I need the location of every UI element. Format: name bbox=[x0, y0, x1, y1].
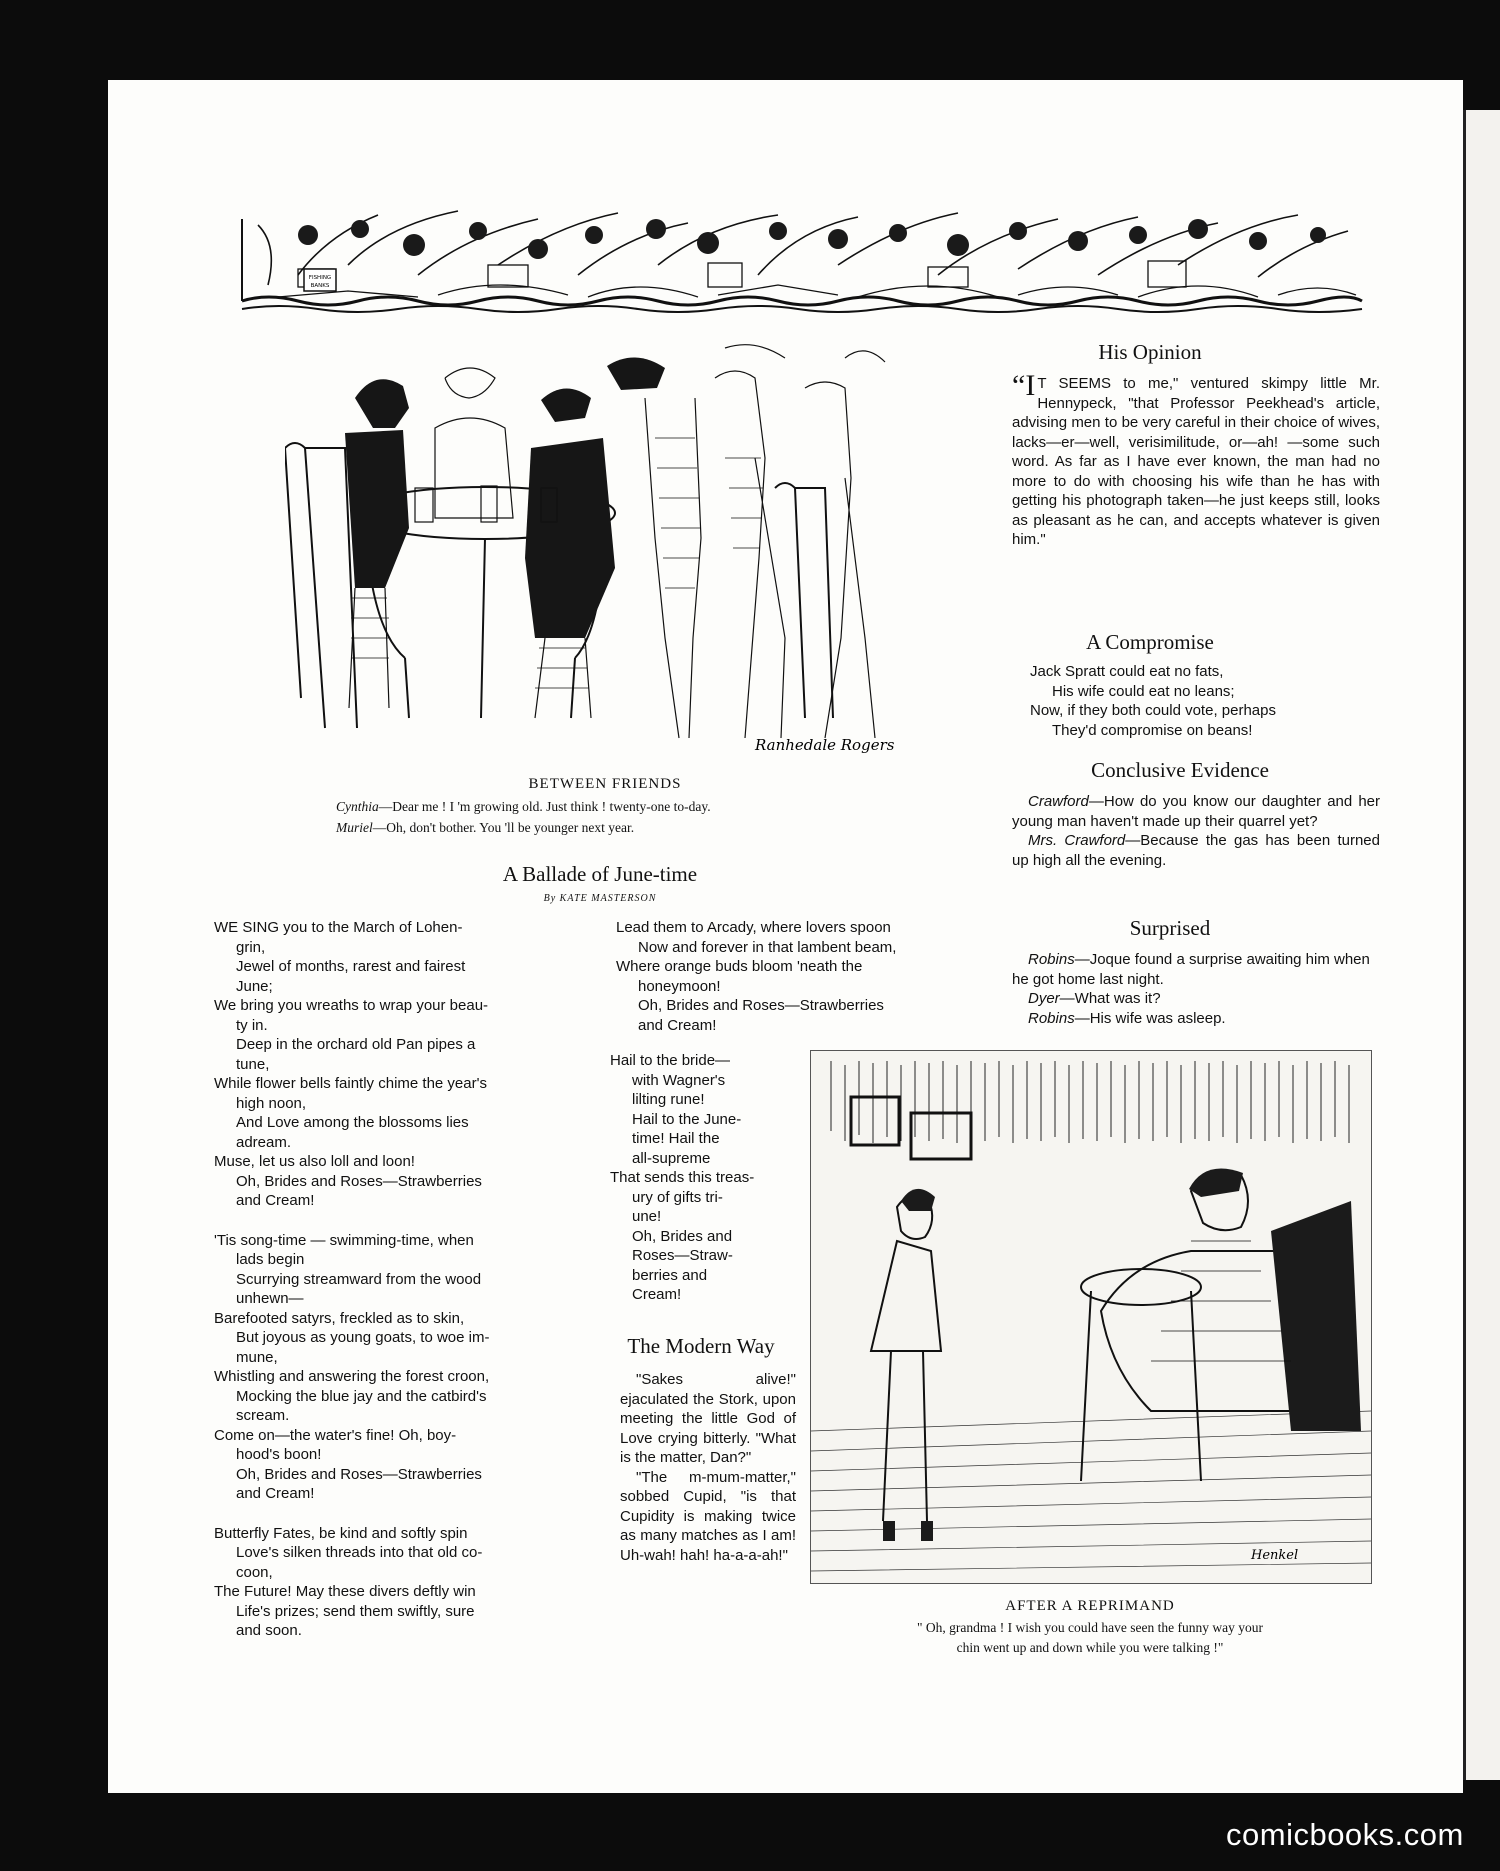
verse-line: Where orange buds bloom 'neath the bbox=[616, 958, 863, 975]
fishing-banner-illustration bbox=[238, 205, 1366, 317]
after-a-reprimand-illustration bbox=[810, 1050, 1372, 1584]
between-friends-line-1 bbox=[336, 799, 876, 815]
verse-line: Whistling and answering the forest croon, bbox=[214, 1368, 490, 1385]
verse-line: Oh, Brides and Roses—Strawberries bbox=[638, 997, 884, 1014]
ballade-column-2-narrow bbox=[610, 1051, 796, 1305]
verse-line: Butterfly Fates, be kind and softly spin bbox=[214, 1524, 468, 1542]
conclusive-evidence-body bbox=[1012, 792, 1380, 870]
verse-line: ury of gifts tri- bbox=[632, 1188, 723, 1206]
verse-line: 'Tis song-time — swimming-time, when bbox=[214, 1231, 474, 1249]
modern-way-paragraph-1: "Sakes alive!" ejaculated the Stork, upon meeting the little God of Love crying bitterly. "What is the matter, Dan?" bbox=[620, 1371, 796, 1466]
speaker-name: Dyer bbox=[1028, 990, 1060, 1007]
verse-line: adream. bbox=[236, 1133, 292, 1151]
speaker-name: Crawford bbox=[1028, 793, 1089, 810]
reprimand-line-1: " Oh, grandma ! I wish you could have seen the funny way your bbox=[917, 1620, 1263, 1635]
verse-line: Jack Spratt could eat no fats, bbox=[1030, 663, 1224, 680]
verse-line: scream. bbox=[236, 1407, 290, 1424]
stanza-gap bbox=[214, 1211, 588, 1231]
his-opinion-body bbox=[1012, 369, 1380, 550]
verse-line: While flower bells faintly chime the year's bbox=[214, 1075, 487, 1092]
verse-line: high noon, bbox=[236, 1094, 307, 1112]
verse-line: and soon. bbox=[236, 1622, 302, 1639]
dialogue-text: —Joque found a surprise awaiting him when he got home last night. bbox=[1012, 951, 1370, 988]
verse-line: grin, bbox=[236, 938, 266, 956]
stanza-gap bbox=[214, 1504, 588, 1524]
drop-cap: “I bbox=[1012, 369, 1036, 402]
dialogue-text: —What was it? bbox=[1059, 990, 1161, 1007]
speaker-name: Cynthia bbox=[336, 799, 379, 814]
dialogue-text: —Dear me ! I 'm growing old. Just think ! twenty-one to-day. bbox=[378, 799, 711, 814]
verse-line: That sends this treas- bbox=[610, 1169, 755, 1186]
dialogue-text: —Oh, don't bother. You 'll be younger next year. bbox=[372, 820, 635, 835]
modern-way-paragraph-2: "The m-mum-matter," sobbed Cupid, "is that Cupidity is making twice as many matches as I am! Uh-wah! hah! ha-a-a-ah!" bbox=[620, 1468, 796, 1564]
verse-line: une! bbox=[632, 1208, 662, 1225]
his-opinion-text: T SEEMS to me," ventured skimpy little Mr. Hennypeck, "that Professor Peekhead's article, advising men to be very careful in their choice of wives, lacks—er—well, verisimilitude, or—ah! —some such word. As far as I have ever known, the man had no more to do with choosing his wife than he has with getting his photograph taken—he just keeps still, looks as pleasant as he can, and accepts whatever is given him." bbox=[1012, 375, 1380, 548]
verse-line: Hail to the bride— bbox=[610, 1052, 731, 1069]
ballade-column-2 bbox=[616, 918, 986, 1035]
dialogue-text: —Because the gas has been turned up high all the evening. bbox=[1012, 832, 1380, 869]
ballade-title: A Ballade of June-time bbox=[502, 862, 698, 886]
verse-line: Cream! bbox=[632, 1286, 682, 1303]
reprimand-line-2: chin went up and down while you were talking !" bbox=[956, 1640, 1224, 1655]
between-friends-title: BETWEEN FRIENDS bbox=[528, 776, 682, 792]
illustrator-signature: Ranhedale Rogers bbox=[755, 736, 895, 754]
dialogue-text: —How do you know our daughter and her young man haven't made up their quarrel yet? bbox=[1012, 793, 1380, 830]
reprimand-title: AFTER A REPRIMAND bbox=[1005, 1598, 1175, 1614]
verse-line: and Cream! bbox=[236, 1192, 315, 1209]
verse-line: Jewel of months, rarest and fairest bbox=[236, 958, 466, 975]
verse-line: mune, bbox=[236, 1348, 278, 1366]
his-opinion-title: His Opinion bbox=[1098, 340, 1202, 364]
verse-line: ty in. bbox=[236, 1016, 268, 1034]
verse-line: and Cream! bbox=[638, 1016, 717, 1034]
verse-line: and Cream! bbox=[236, 1485, 315, 1502]
verse-line: honeymoon! bbox=[638, 977, 721, 995]
verse-line: His wife could eat no leans; bbox=[1052, 682, 1235, 700]
banner-sign-text: FISHING bbox=[308, 275, 332, 281]
speaker-name: Robins bbox=[1028, 1009, 1075, 1027]
verse-line: all-supreme bbox=[632, 1149, 711, 1167]
verse-line: Oh, Brides and Roses—Strawberries bbox=[236, 1172, 482, 1190]
modern-way-title: The Modern Way bbox=[627, 1334, 775, 1358]
verse-line: Oh, Brides and bbox=[632, 1227, 733, 1245]
surprised-title: Surprised bbox=[1129, 916, 1211, 940]
surprised-body bbox=[1012, 950, 1380, 1028]
facing-page-edge bbox=[1463, 110, 1500, 1780]
verse-line: Hail to the June- bbox=[632, 1110, 742, 1128]
verse-line: lilting rune! bbox=[632, 1091, 705, 1108]
verse-line: Roses—Straw- bbox=[632, 1247, 733, 1264]
verse-line: time! Hail the bbox=[632, 1130, 720, 1147]
verse-line: Love's silken threads into that old co- bbox=[236, 1544, 483, 1561]
verse-line: June; bbox=[236, 977, 273, 995]
compromise-verse bbox=[1030, 662, 1380, 740]
verse-line: berries and bbox=[632, 1266, 708, 1284]
verse-line: We bring you wreaths to wrap your beau- bbox=[214, 997, 489, 1014]
verse-line: WE SING you to the March of Lohen- bbox=[214, 919, 463, 936]
speaker-name: Mrs. Crawford bbox=[1028, 832, 1126, 849]
verse-line: Deep in the orchard old Pan pipes a bbox=[236, 1036, 476, 1053]
verse-line: Mocking the blue jay and the catbird's bbox=[236, 1387, 487, 1405]
modern-way-body bbox=[620, 1370, 796, 1565]
verse-line: Barefooted satyrs, freckled as to skin, bbox=[214, 1309, 465, 1327]
verse-line: Scurrying streamward from the wood bbox=[236, 1270, 482, 1288]
verse-line: Lead them to Arcady, where lovers spoon bbox=[616, 919, 891, 936]
verse-line: But joyous as young goats, to woe im- bbox=[236, 1329, 490, 1346]
verse-line: coon, bbox=[236, 1563, 273, 1581]
between-friends-line-2 bbox=[336, 820, 876, 836]
speaker-name: Robins bbox=[1028, 951, 1075, 968]
dialogue-text: —His wife was asleep. bbox=[1074, 1009, 1226, 1027]
verse-line: hood's boon! bbox=[236, 1446, 322, 1463]
verse-line: Now and forever in that lambent beam, bbox=[638, 938, 897, 956]
verse-line: lads begin bbox=[236, 1251, 305, 1268]
verse-line: Now, if they both could vote, perhaps bbox=[1030, 702, 1276, 719]
verse-line: with Wagner's bbox=[632, 1071, 726, 1089]
ballade-byline: By KATE MASTERSON bbox=[543, 893, 657, 904]
verse-line: Muse, let us also loll and loon! bbox=[214, 1153, 415, 1170]
verse-line: The Future! May these divers deftly win bbox=[214, 1583, 476, 1600]
verse-line: tune, bbox=[236, 1055, 270, 1073]
between-friends-illustration bbox=[285, 338, 905, 766]
verse-line: They'd compromise on beans! bbox=[1052, 721, 1253, 739]
verse-line: And Love among the blossoms lies bbox=[236, 1114, 469, 1131]
illustrator-signature: Henkel bbox=[1251, 1548, 1299, 1563]
compromise-title: A Compromise bbox=[1086, 630, 1214, 654]
ballade-column-1 bbox=[214, 918, 588, 1641]
verse-line: Oh, Brides and Roses—Strawberries bbox=[236, 1465, 482, 1483]
verse-line: Come on—the water's fine! Oh, boy- bbox=[214, 1426, 457, 1444]
conclusive-evidence-title: Conclusive Evidence bbox=[1091, 758, 1269, 782]
site-watermark: comicbooks.com bbox=[1226, 1817, 1464, 1852]
speaker-name: Muriel bbox=[336, 820, 373, 835]
svg-text:BANKS: BANKS bbox=[310, 283, 330, 289]
verse-line: Life's prizes; send them swiftly, sure bbox=[236, 1602, 475, 1620]
verse-line: unhewn— bbox=[236, 1290, 304, 1307]
